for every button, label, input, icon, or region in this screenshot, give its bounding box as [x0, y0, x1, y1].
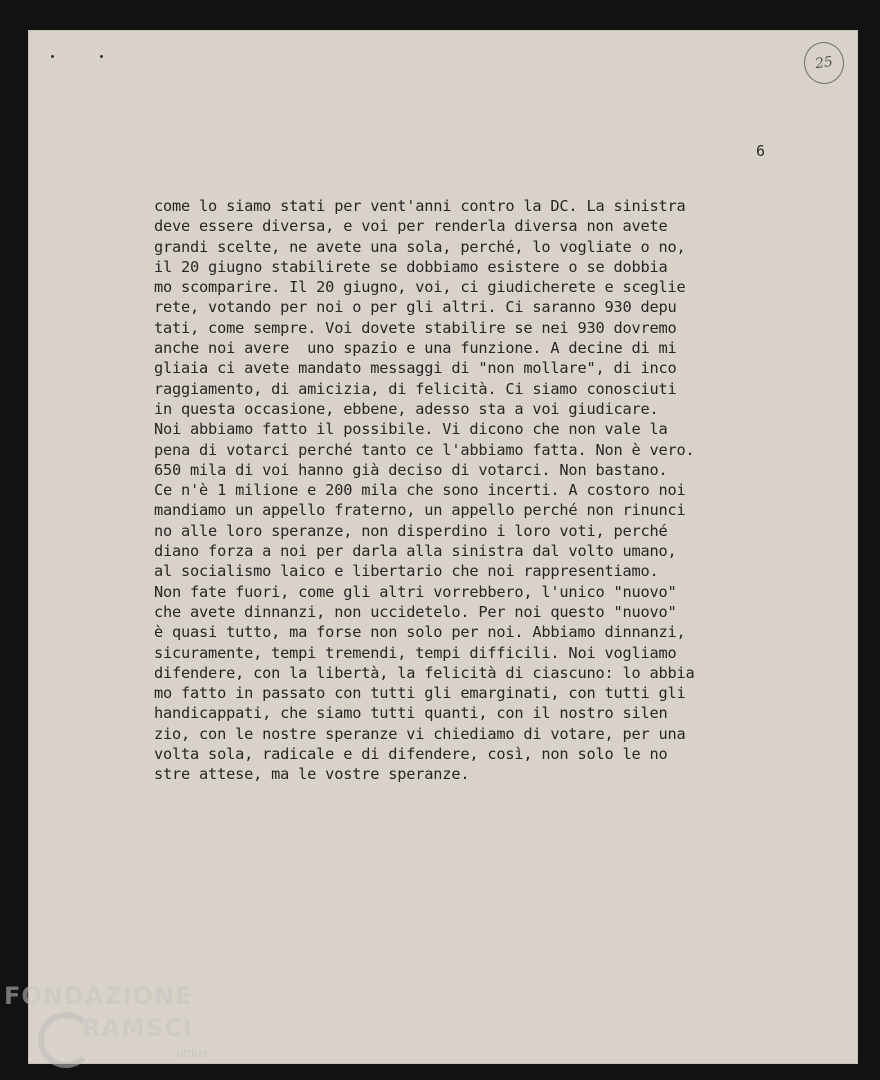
text-line: deve essere diversa, e voi per renderla diversa non avete	[154, 217, 668, 236]
text-line: sicuramente, tempi tremendi, tempi difficili. Noi vogliamo	[154, 643, 677, 662]
text-line: zio, con le nostre speranze vi chiediamo di votare, per una	[154, 724, 686, 743]
text-line: grandi scelte, ne avete una sola, perché, lo vogliate o no,	[154, 237, 686, 256]
text-line: pena di votarci perché tanto ce l'abbiamo fatta. Non è vero.	[154, 440, 695, 459]
text-line: rete, votando per noi o per gli altri. Ci saranno 930 depu	[154, 298, 677, 317]
text-line: no alle loro speranze, non disperdino i loro voti, perché	[154, 521, 668, 540]
text-line: diano forza a noi per darla alla sinistra dal volto umano,	[154, 542, 677, 561]
text-line: stre attese, ma le vostre speranze.	[154, 765, 470, 784]
text-line: 650 mila di voi hanno già deciso di votarci. Non bastano.	[154, 460, 668, 479]
text-line: come lo siamo stati per vent'anni contro la DC. La sinistra	[154, 197, 686, 215]
text-line: Noi abbiamo fatto il possibile. Vi dicono che non vale la	[154, 420, 668, 439]
watermark-line2: RAMSCI	[82, 1014, 193, 1042]
text-line: anche noi avere uno spazio e una funzione. A decine di mi	[154, 339, 677, 358]
watermark-suffix: onlus	[176, 1046, 209, 1060]
text-line: Ce n'è 1 milione e 200 mila che sono incerti. A costoro noi	[154, 481, 686, 500]
typed-body-text	[154, 196, 794, 785]
fondazione-gramsci-watermark	[4, 982, 224, 1074]
text-line: è quasi tutto, ma forse non solo per noi. Abbiamo dinnanzi,	[154, 623, 686, 642]
text-line: mo fatto in passato con tutti gli emarginati, con tutti gli	[154, 684, 686, 703]
margin-mark	[51, 55, 54, 58]
text-line: al socialismo laico e libertario che noi rappresentiamo.	[154, 562, 659, 581]
margin-mark	[100, 55, 103, 58]
text-line: il 20 giugno stabilirete se dobbiamo esistere o se dobbia	[154, 257, 668, 276]
archive-number-stamp: 25	[801, 39, 846, 86]
text-line: difendere, con la libertà, la felicità di ciascuno: lo abbia	[154, 663, 695, 682]
watermark-line1: FONDAZIONE	[4, 982, 193, 1010]
page-number: 6	[756, 142, 766, 160]
text-line: volta sola, radicale e di difendere, così, non solo le no	[154, 745, 668, 764]
text-line: raggiamento, di amicizia, di felicità. Ci siamo conosciuti	[154, 379, 677, 398]
text-line: mo scomparire. Il 20 giugno, voi, ci giudicherete e sceglie	[154, 278, 686, 297]
document-page	[28, 30, 858, 1064]
text-line: handicappati, che siamo tutti quanti, con il nostro silen	[154, 704, 668, 723]
text-line: mandiamo un appello fraterno, un appello perché non rinunci	[154, 501, 686, 520]
text-line: tati, come sempre. Voi dovete stabilire se nei 930 dovremo	[154, 318, 677, 337]
text-line: gliaia ci avete mandato messaggi di "non mollare", di inco	[154, 359, 677, 378]
text-line: Non fate fuori, come gli altri vorrebbero, l'unico "nuovo"	[154, 582, 677, 601]
text-line: che avete dinnanzi, non uccidetelo. Per noi questo "nuovo"	[154, 602, 677, 621]
text-line: in questa occasione, ebbene, adesso sta a voi giudicare.	[154, 399, 659, 418]
